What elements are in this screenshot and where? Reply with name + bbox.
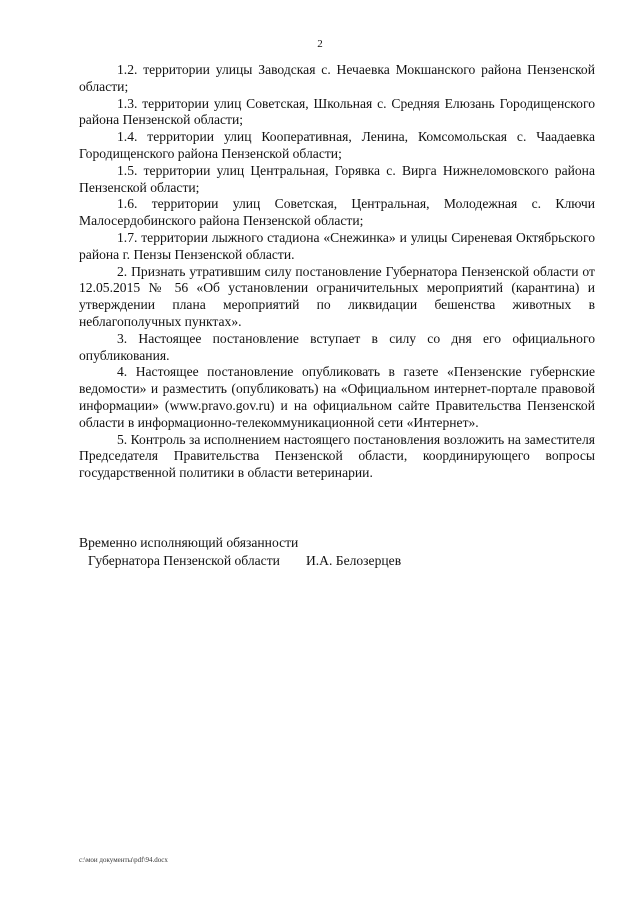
signatory-title-line2: Губернатора Пензенской области (88, 553, 280, 568)
paragraph-5: 5. Контроль за исполнением настоящего постановления возложить на заместителя Председателя Правительства Пензенской области, координирующего вопросы государственной политики в области ветеринарии. (79, 431, 595, 481)
paragraph-1-6: 1.6. территории улиц Советская, Центральная, Молодежная с. Ключи Малосердобинского района Пензенской области; (79, 196, 595, 229)
paragraph-2: 2. Признать утратившим силу постановление Губернатора Пензенской области от 12.05.2015 № 56 «Об установлении ограничительных мероприятий (карантина) и утверждении плана мероприятий по ликвидации бешенства животных в неблагополучных пунктах». (79, 263, 595, 329)
paragraph-4: 4. Настоящее постановление опубликовать в газете «Пензенские губернские ведомости» и разместить (опубликовать) на «Официальном интернет-портале правовой информации» (www.pravo.gov.ru) и на официальном сайте Правительства Пензенской области в информационно-телекоммуникационной сети «Интернет». (79, 364, 595, 430)
paragraph-3: 3. Настоящее постановление вступает в силу со дня его официального опубликования. (79, 330, 595, 363)
signatory-name: И.А. Белозерцев (305, 553, 402, 568)
signature-block (79, 534, 595, 570)
signatory-title-line2-wrap (79, 552, 595, 570)
paragraph-1-7: 1.7. территории лыжного стадиона «Снежинка» и улицы Сиреневая Октябрьского района г. Пензы Пензенской области. (79, 229, 595, 262)
paragraph-1-3: 1.3. территории улиц Советская, Школьная с. Средняя Елюзань Городищенского района Пензенской области; (79, 95, 595, 128)
paragraph-1-5: 1.5. территории улиц Центральная, Горявка с. Вирга Нижнеломовского района Пензенской области; (79, 162, 595, 195)
page-number: 2 (317, 38, 323, 50)
document-body (79, 62, 595, 482)
paragraph-1-4: 1.4. территории улиц Кооперативная, Ленина, Комсомольская с. Чаадаевка Городищенского района Пензенской области; (79, 129, 595, 161)
signatory-title-line1: Временно исполняющий обязанности (79, 535, 299, 550)
paragraph-1-2: 1.2. территории улицы Заводская с. Нечаевка Мокшанского района Пензенской области; (79, 62, 595, 94)
file-path-footer: c:\мои документы\pdf\94.docx (79, 856, 168, 864)
